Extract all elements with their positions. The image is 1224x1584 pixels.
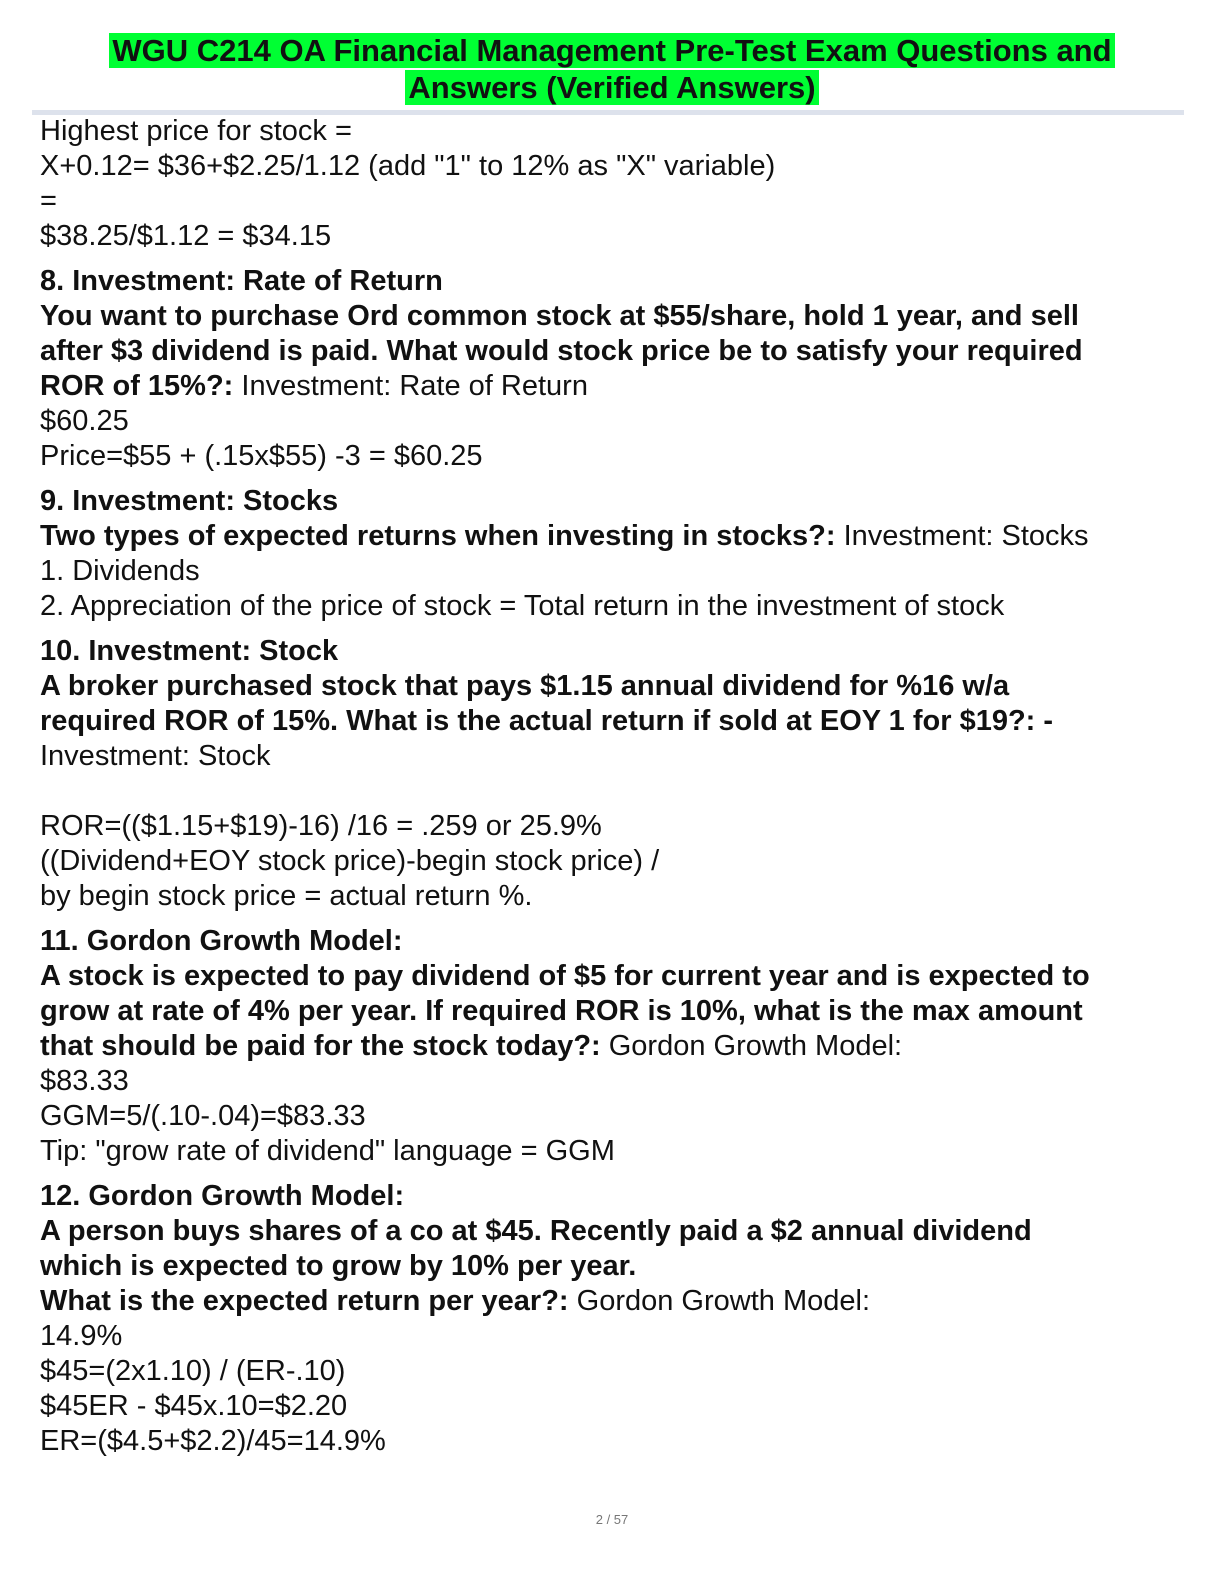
answer-line: by begin stock price = actual return %. [40,880,533,912]
intro-line: = [40,185,57,217]
question-heading: 9. Investment: Stocks [40,485,339,517]
answer-label: Investment: Rate of Return [233,370,588,402]
intro-line: $38.25/$1.12 = $34.15 [40,220,332,252]
question-text: grow at rate of 4% per year. If required ROR is 10%, what is the max amount [40,995,1083,1027]
intro-line: Highest price for stock = [40,115,352,147]
question-text: that should be paid for the stock today?: [40,1030,601,1062]
answer-line: ROR=(($1.15+$19)-16) /16 = .259 or 25.9% [40,810,602,842]
question-text: Two types of expected returns when investing in stocks?: [40,520,836,552]
question-9 [40,484,1190,624]
page-number: 2 / 57 [595,1512,629,1527]
question-text: which is expected to grow by 10% per year. [40,1250,637,1282]
answer-label: Investment: Stock [40,740,271,772]
question-text: A broker purchased stock that pays $1.15 annual dividend for %16 w/a [40,670,1010,702]
answer-line: ((Dividend+EOY stock price)-begin stock price) / [40,845,660,877]
intro-block [40,114,1190,254]
intro-line: X+0.12= $36+$2.25/1.12 (add "1" to 12% as "X" variable) [40,150,776,182]
answer-line: 1. Dividends [40,555,200,587]
question-text: required ROR of 15%. What is the actual return if sold at EOY 1 for $19?: - [40,705,1054,737]
question-11 [40,924,1190,1169]
question-heading: 12. Gordon Growth Model: [40,1180,405,1212]
question-text: A stock is expected to pay dividend of $5 for current year and is expected to [40,960,1090,992]
answer-line: $83.33 [40,1065,129,1097]
question-12 [40,1179,1190,1459]
question-heading: 11. Gordon Growth Model: [40,925,403,957]
question-text: A person buys shares of a co at $45. Recently paid a $2 annual dividend [40,1215,1032,1247]
answer-line: Tip: "grow rate of dividend" language = GGM [40,1135,615,1167]
question-text: What is the expected return per year?: [40,1285,569,1317]
answer-line: 14.9% [40,1320,123,1352]
answer-line: $45ER - $45x.10=$2.20 [40,1390,348,1422]
answer-line: GGM=5/(.10-.04)=$83.33 [40,1100,366,1132]
document-body [40,114,1190,1459]
answer-line: $60.25 [40,405,129,437]
question-heading: 8. Investment: Rate of Return [40,265,443,297]
question-heading: 10. Investment: Stock [40,635,339,667]
document-title [40,32,1184,106]
question-text: You want to purchase Ord common stock at $55/share, hold 1 year, and sell [40,300,1079,332]
title-line-2: Answers (Verified Answers) [405,70,818,105]
answer-label: Gordon Growth Model: [568,1285,871,1317]
question-text: ROR of 15%?: [40,370,234,402]
answer-line: 2. Appreciation of the price of stock = Total return in the investment of stock [40,590,1005,622]
blank-line [40,774,1190,809]
title-line-1: WGU C214 OA Financial Management Pre-Test Exam Questions and [109,33,1114,68]
answer-line: ER=($4.5+$2.2)/45=14.9% [40,1425,386,1457]
answer-label: Gordon Growth Model: [600,1030,903,1062]
answer-line: $45=(2x1.10) / (ER-.10) [40,1355,346,1387]
question-10 [40,634,1190,914]
question-8 [40,264,1190,474]
answer-line: Price=$55 + (.15x$55) -3 = $60.25 [40,440,483,472]
question-text: after $3 dividend is paid. What would stock price be to satisfy your required [40,335,1083,367]
answer-label: Investment: Stocks [835,520,1089,552]
